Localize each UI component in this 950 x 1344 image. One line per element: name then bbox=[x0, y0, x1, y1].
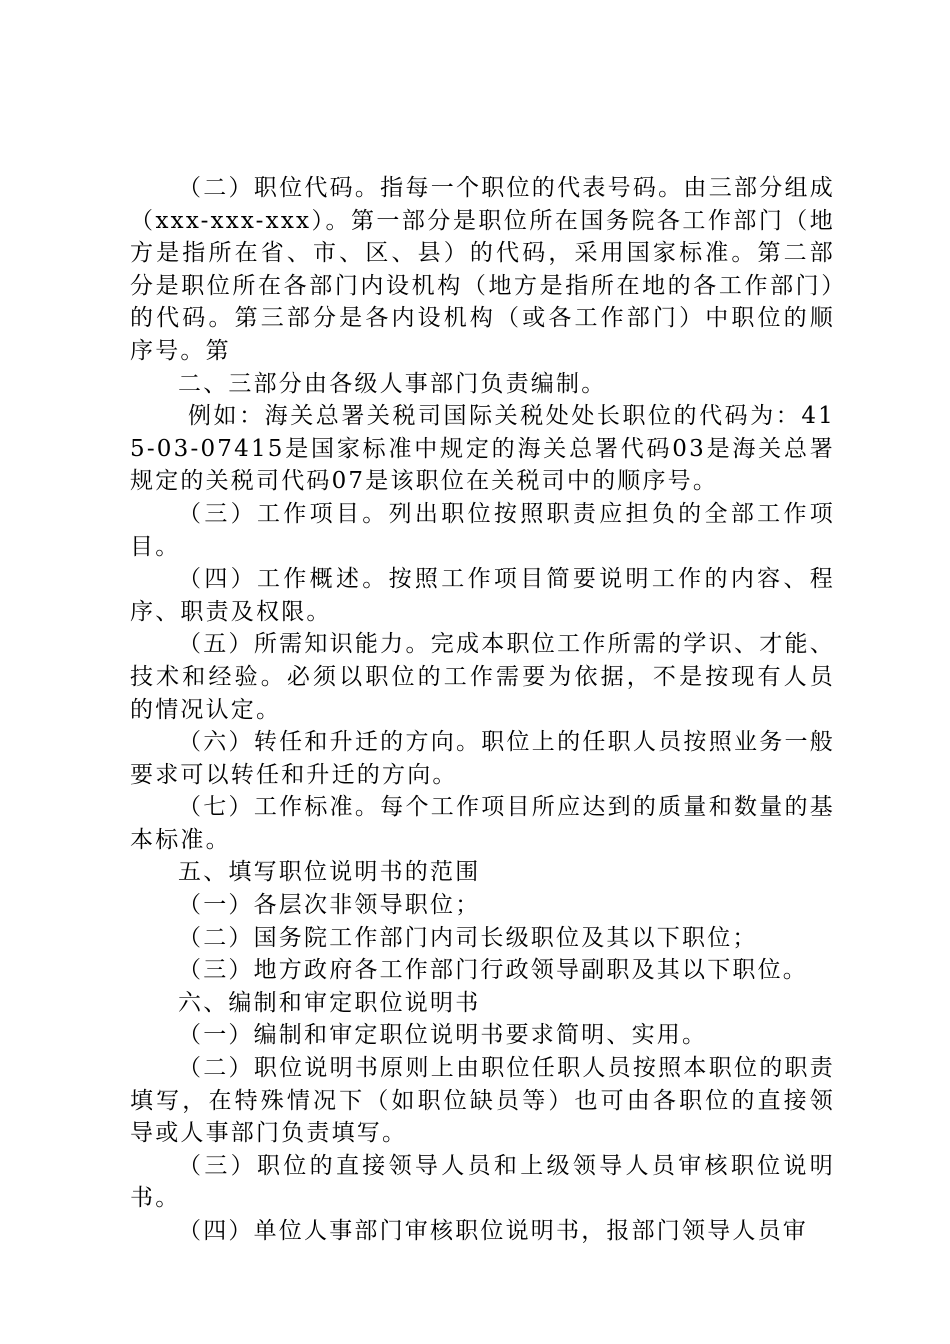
list-item-compile-4: （四）单位人事部门审核职位说明书，报部门领导人员审 bbox=[178, 1218, 808, 1244]
paragraph-work-standard: （七）工作标准。每个工作项目所应达到的质量和数量的基本标准。 bbox=[130, 794, 835, 853]
section-heading-scope: 五、填写职位说明书的范围 bbox=[178, 859, 481, 886]
list-item-scope-3: （三）地方政府各工作部门行政领导副职及其以下职位。 bbox=[178, 957, 808, 984]
paragraph-example: 例如：海关总署关税司国际关税处处长职位的代码为：415-03-07415是国家标准中规定的海关总署代码03是海关总署规定的关税司代码07是该职位在关税司中的顺序号。 bbox=[130, 403, 835, 495]
paragraph-compilation: 二、三部分由各级人事部门负责编制。 bbox=[178, 370, 607, 397]
list-item-compile-3: （三）职位的直接领导人员和上级领导人员审核职位说明书。 bbox=[130, 1152, 835, 1212]
list-item-scope-1: （一）各层次非领导职位； bbox=[178, 892, 481, 919]
paragraph-work-overview: （四）工作概述。按照工作项目简要说明工作的内容、程序、职责及权限。 bbox=[130, 566, 835, 625]
paragraph-transfer-promotion: （六）转任和升迁的方向。职位上的任职人员按照业务一般要求可以转任和升迁的方向。 bbox=[130, 729, 835, 788]
paragraph-knowledge-ability: （五）所需知识能力。完成本职位工作所需的学识、才能、技术和经验。必须以职位的工作需要为依据，不是按现有人员的情况认定。 bbox=[130, 631, 835, 723]
list-item-scope-2: （二）国务院工作部门内司长级职位及其以下职位； bbox=[178, 924, 758, 951]
section-heading-compile-review: 六、编制和审定职位说明书 bbox=[178, 989, 481, 1016]
list-item-compile-2: （二）职位说明书原则上由职位任职人员按照本职位的职责填写，在特殊情况下（如职位缺员等）也可由各职位的直接领导或人事部门负责填写。 bbox=[130, 1055, 835, 1147]
paragraph-work-items: （三）工作项目。列出职位按照职责应担负的全部工作项目。 bbox=[130, 500, 835, 560]
paragraph-position-code: （二）职位代码。指每一个职位的代表号码。由三部分组成（xxx-xxx-xxx）。第一部分是职位所在国务院各工作部门（地方是指所在省、市、区、县）的代码，采用国家标准。第二部分是职位所在各部门内设机构（地方是指所在地的各工作部门）的代码。第三部分是各内设机构（或各工作部门）中职位的顺序号。第 bbox=[130, 175, 835, 364]
list-item-compile-1: （一）编制和审定职位说明书要求简明、实用。 bbox=[178, 1022, 708, 1049]
document-body bbox=[130, 172, 835, 1248]
